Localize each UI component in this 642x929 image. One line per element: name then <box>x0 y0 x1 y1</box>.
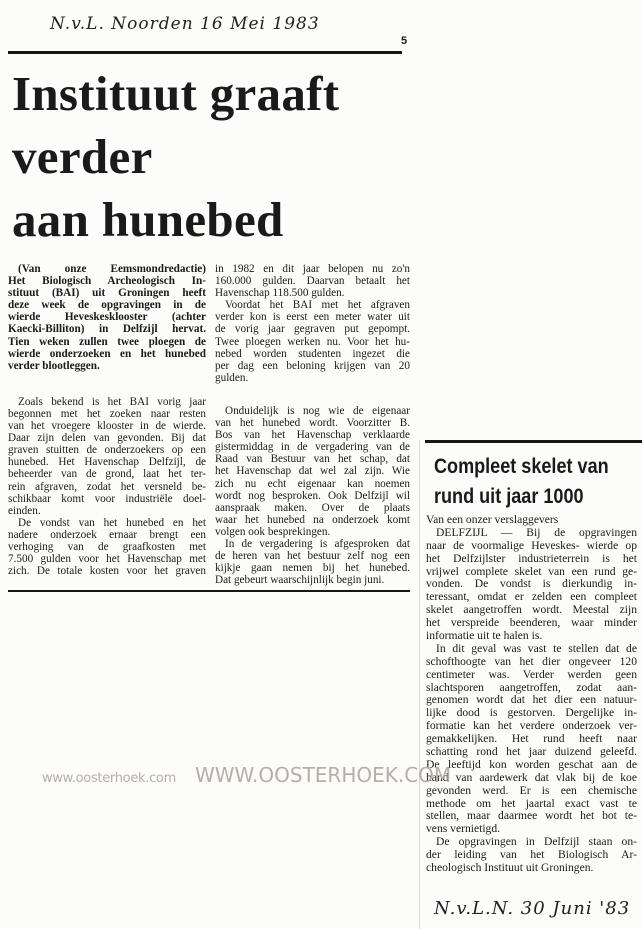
text-line: schatting rond het jaar duizend geleefd. <box>426 745 637 759</box>
top-rule <box>8 51 402 54</box>
clipping-edge <box>419 440 420 929</box>
article-headline <box>12 62 339 251</box>
paragraph <box>426 514 637 527</box>
text-line: schofthoogte van het dier ongeveer 120 <box>426 654 637 668</box>
paragraph <box>426 643 637 836</box>
text-line: Het Biologisch Archeologisch In- <box>8 275 206 288</box>
text-line: deze week de opgravingen in de <box>8 299 206 312</box>
text-line: volgen ook besprekingen. <box>215 525 331 538</box>
text-line: gulden. <box>215 371 249 384</box>
headline-line: rund uit jaar 1000 <box>434 485 584 508</box>
paragraph <box>215 299 410 384</box>
text-line: Twee ploegen werken nu. Voor het hu- <box>215 335 410 348</box>
text-line: De vondst van het hunebed en het <box>18 516 206 529</box>
text-line: Kaecki-Billiton) in Delfzijl hervat. <box>8 323 206 336</box>
text-line: wierde onderzoeken en het hunebed <box>8 347 206 360</box>
text-line: methode om het jaartal exact vast te <box>426 796 637 810</box>
text-line: stellen, maar daarmee wordt het bot te- <box>426 809 637 823</box>
page-number: 5 <box>401 35 408 47</box>
paragraph-gap <box>215 384 410 405</box>
text-line: formatie kan het verdere onderzoek ver- <box>426 719 637 733</box>
text-line: wordt nog besproken. Ook Delfzijl wil <box>215 489 410 502</box>
text-line: genomen wordt dat het dier een natuur- <box>426 693 637 707</box>
text-line: Zoals bekend is het BAI vorig jaar <box>18 395 206 408</box>
headline-line: aan hunebed <box>12 192 284 247</box>
text-line: In de vergadering is afgesproken dat <box>225 537 410 550</box>
text-line: Raad van Bestuur van het schap, dat <box>215 453 410 466</box>
paragraph <box>215 538 410 586</box>
text-line: waar het hunebed na onderzoek komt <box>215 513 410 526</box>
text-line: (Van onze Eemsmondredactie) <box>18 263 206 275</box>
text-line: het verspreide beenderen, waar minder <box>426 616 637 630</box>
text-line: Tien weken zullen twee ploegen de <box>8 335 206 348</box>
headline-line: verder <box>12 129 153 184</box>
text-line: Voordat het BAI met het afgraven <box>225 299 410 312</box>
text-line: Onduidelijk is nog wie de eigenaar <box>225 404 410 417</box>
paragraph <box>215 405 410 538</box>
text-line: nadere onderzoek ernaar brengt een <box>8 528 206 541</box>
text-line: nebed worden studenten ingezet die <box>215 347 410 360</box>
text-line: de heren van het bestuur zelf nog een <box>215 550 410 563</box>
headline-line: Compleet skelet van <box>434 455 609 478</box>
paragraph <box>426 527 637 643</box>
text-line: DELFZIJL — Bij de opgravingen <box>436 525 637 539</box>
text-line: kijkje gaan nemen bij het hunebed. <box>215 562 410 575</box>
watermark-large: WWW.OOSTERHOEK.COM <box>195 763 452 787</box>
article-left-column <box>8 263 206 577</box>
text-line: schikbaar komt voor industriële doel- <box>8 492 206 505</box>
paragraph <box>215 263 410 299</box>
text-line: het Delfzijlster industrieterrein is het <box>426 551 637 565</box>
text-line: vonden. De vondst is dierkundig in- <box>426 577 637 591</box>
text-line: hunebed. Het Havenschap Delfzijl, de <box>8 456 206 469</box>
text-line: informatie uit te halen is. <box>426 629 543 643</box>
text-line: gemakkelijken. Het rund heeft naar <box>426 732 637 746</box>
text-line: zich nu echt eigenaar kan noemen <box>215 477 410 490</box>
text-line: gistermiddag in de vergadering van de <box>215 441 410 454</box>
text-line: begonnen met het zoeken naar resten <box>8 407 206 420</box>
text-line: de vorig jaar gegraven put gepompt. <box>215 323 410 336</box>
text-line: Daar zijn delen van gevonden. Bij dat <box>8 432 206 445</box>
text-line: In dit geval was vast te stellen dat de <box>436 641 637 655</box>
second-clipping-rule <box>425 440 642 443</box>
text-line: van het hunebed wordt. Voorzitter B. <box>215 417 410 430</box>
bottom-rule <box>8 590 410 592</box>
text-line: graven stuitten de onderzoekers op een <box>8 444 206 457</box>
text-line: gevonden werd. Er is een chemische <box>426 783 637 797</box>
text-line: in 1982 en dit jaar belopen nu zo'n <box>215 263 410 275</box>
text-line: naar de voormalige Heveskes- wierde op <box>426 538 637 552</box>
article-right-column <box>215 263 410 586</box>
headline-line: Instituut graaft <box>12 66 340 121</box>
handwritten-source-note: N.v.L. Noorden 16 Mei 1983 <box>50 14 320 34</box>
text-line: einden. <box>8 504 41 517</box>
text-line: De opgravingen in Delfzijl staan on- <box>436 835 637 849</box>
watermark-small: www.oosterhoek.com <box>42 771 176 786</box>
text-line: per dag een beloning krijgen van 20 <box>215 359 410 372</box>
text-line: De leeftijd kon worden geschat aan de <box>426 757 637 771</box>
text-line: Havenschap 118.500 gulden. <box>215 287 345 300</box>
text-line: centimeter was. Verder werden geen <box>426 667 637 681</box>
text-line: verhoging van de graafkosten met <box>8 540 206 553</box>
text-line: vens vernietigd. <box>426 822 501 836</box>
text-line: stituut (BAI) uit Groningen heeft <box>8 287 206 300</box>
text-line: verder blootleggen. <box>8 359 100 372</box>
paragraph <box>8 263 206 372</box>
text-line: Bos van het Havenschap verklaarde <box>215 429 410 442</box>
text-line: aanspraak maken. Over de plaats <box>215 501 410 514</box>
paragraph <box>426 836 637 875</box>
text-line: Van een onzer verslaggevers <box>426 513 559 526</box>
text-line: skelet aangetroffen wordt. Meestal zijn <box>426 603 637 617</box>
text-line: zich. De totale kosten voor het graven <box>8 565 206 578</box>
paragraph-gap <box>8 372 206 396</box>
text-line: slachtsporen aangetroffen, zodat aan- <box>426 680 637 694</box>
text-line: 7.500 gulden voor het Havenschap met <box>8 553 206 566</box>
text-line: der leiding van het Biologisch Ar- <box>426 848 637 862</box>
text-line: beheerder van de grond, laat het ter- <box>8 468 206 481</box>
text-line: 160.000 gulden. Daarvan betaalt het <box>215 275 410 288</box>
text-line: rein afgraven, zodat het versneld be- <box>8 480 206 493</box>
handwritten-date-note: N.v.L.N. 30 Juni '83 <box>434 898 631 919</box>
text-line: teressant, omdat er zelden een compleet <box>426 590 637 604</box>
text-line: cheologisch Instituut uit Groningen. <box>426 861 594 875</box>
text-line: Dat gebeurt waarschijnlijk begin juni. <box>215 574 385 587</box>
text-line: lijke dood is gestorven. Dergelijke in- <box>426 706 637 720</box>
text-line: verder kon is eerst een meter water uit <box>215 311 410 324</box>
text-line: hand van aardewerk dat vlak bij de koe <box>426 770 637 784</box>
text-line: van het vroegere klooster in de wierde. <box>8 420 206 433</box>
second-article-body <box>426 514 637 875</box>
text-line: vrijwel complete skelet van een rund ge- <box>426 564 637 578</box>
text-line: wierde Heveskesklooster (achter <box>8 311 206 324</box>
paragraph <box>8 396 206 517</box>
second-article-headline <box>434 452 609 512</box>
paragraph <box>8 517 206 577</box>
text-line: het Havenschap dat wel zal zijn. Wie <box>215 465 410 478</box>
